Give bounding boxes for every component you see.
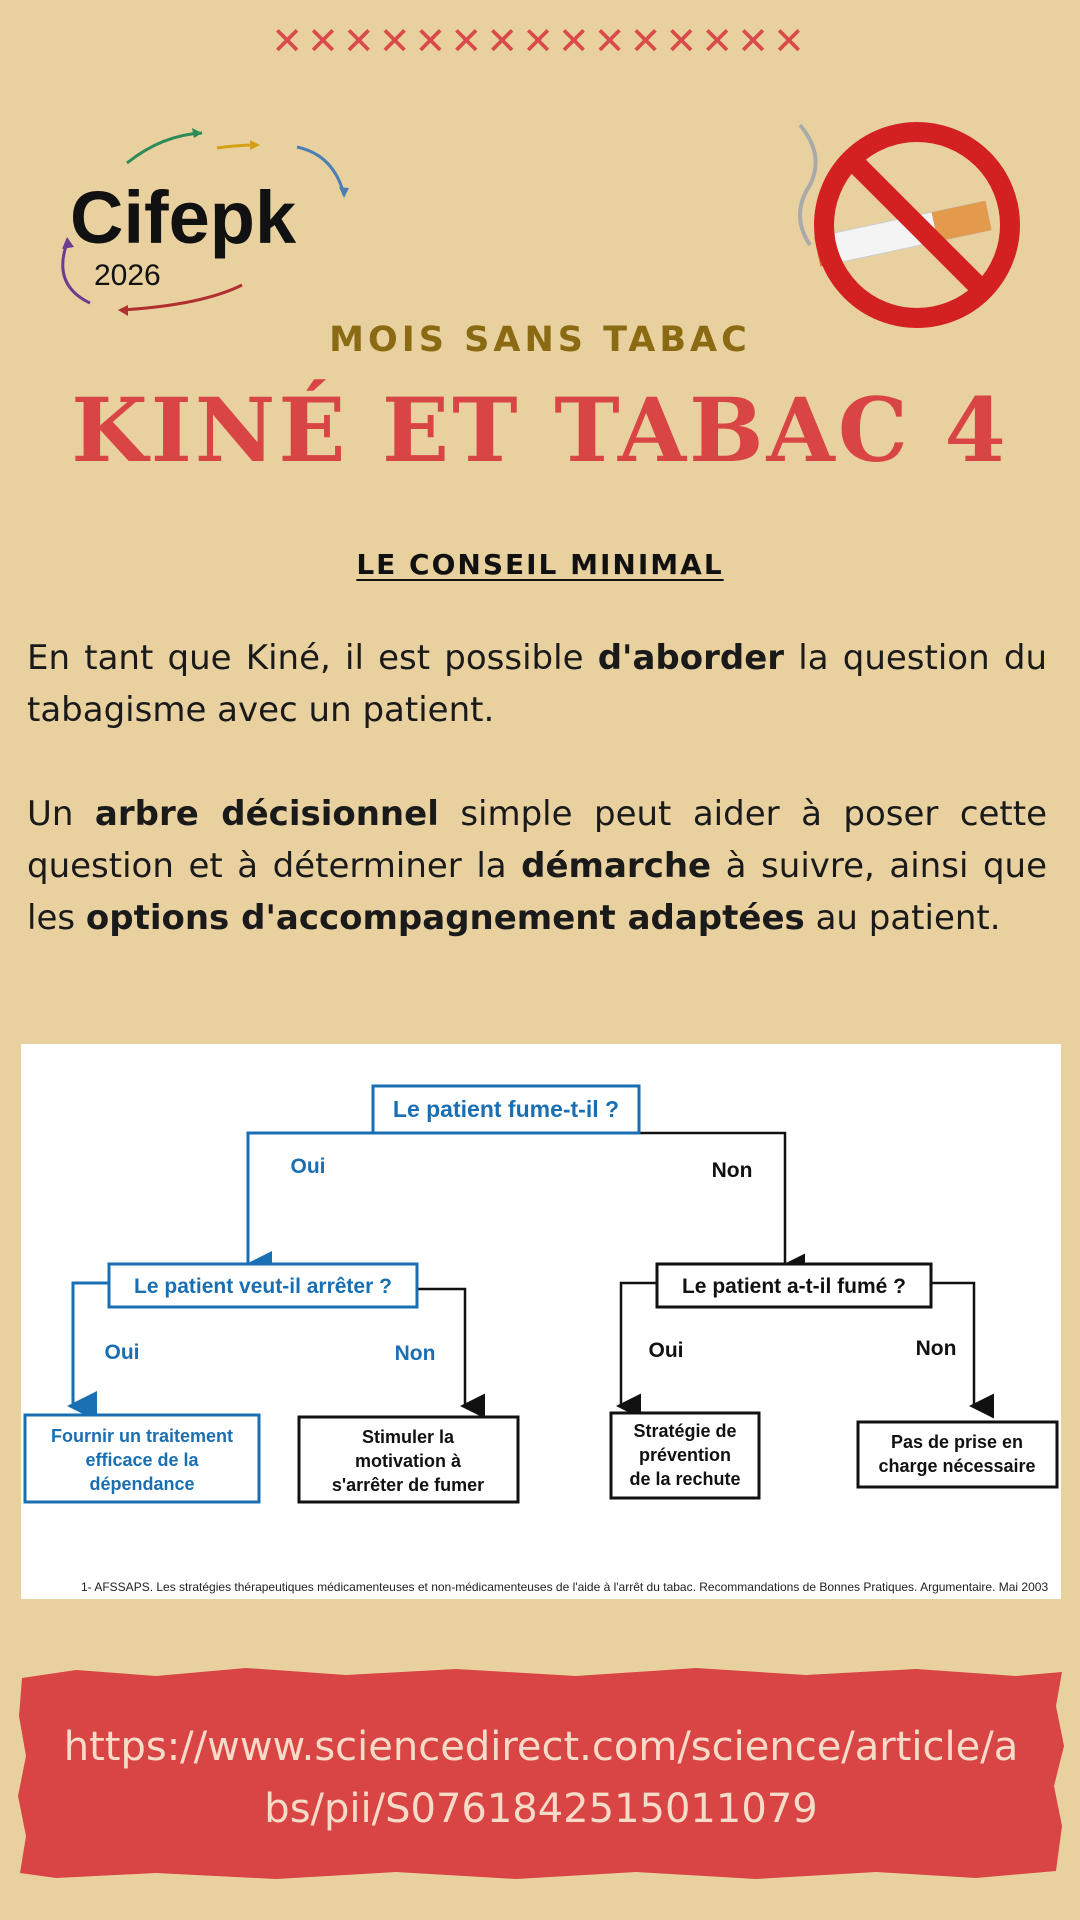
tree-leaf-relapse-line1: Stratégie de <box>633 1421 737 1441</box>
tree-root-no-label: Non <box>711 1159 753 1182</box>
tree-left-yes-label: Oui <box>104 1341 140 1364</box>
decision-paragraph <box>27 788 1047 944</box>
tree-root-question: Le patient fume-t-il ? <box>392 1096 620 1122</box>
decision-bold-1: arbre décisionnel <box>94 794 439 834</box>
intro-text-2: la question du tabagisme avec un patient. <box>27 638 1047 730</box>
no-smoking-icon <box>780 115 1030 335</box>
tree-leaf-treatment-line1: Fournir un traitement <box>50 1426 234 1446</box>
tree-footnote: 1- AFSSAPS. Les stratégies thérapeutiques médicamenteuses et non-médicamenteuses de l'aide à l'arrêt du tabac. Recommandations de Bonnes Pratiques. Argumentaire. Mai 2003 <box>81 1580 1049 1594</box>
tree-leaf-treatment-line3: dépendance <box>89 1474 195 1494</box>
logo-year: 2026 <box>94 259 161 292</box>
subtitle: MOIS SANS TABAC <box>329 320 751 360</box>
logo-name: Cifepk <box>70 176 297 259</box>
decision-text-3: à suivre, ainsi que les <box>27 846 1047 938</box>
cifepk-logo <box>52 125 372 325</box>
tree-leaf-no-care-line1: Pas de prise en <box>890 1432 1024 1452</box>
tree-leaf-no-care-line2: charge nécessaire <box>878 1456 1036 1476</box>
decision-tree <box>21 1044 1061 1599</box>
intro-bold: d'aborder <box>597 638 785 678</box>
decision-text-2: simple peut aider à poser cette question et à déterminer la <box>27 794 1048 886</box>
source-url-link[interactable]: https://www.sciencedirect.com/science/article/abs/pii/S0761842515011079 <box>63 1724 1019 1832</box>
tree-right-no-label: Non <box>915 1337 957 1360</box>
intro-paragraph <box>27 632 1047 736</box>
url-banner <box>16 1666 1066 1881</box>
decision-text-1: Un <box>27 794 95 834</box>
page-title: KINÉ ET TABAC 4 <box>71 378 1009 482</box>
intro-text-1: En tant que Kiné, il est possible <box>27 638 598 678</box>
decision-tree-panel <box>21 1044 1061 1599</box>
tree-leaf-motivation-line3: s'arrêter de fumer <box>331 1475 485 1495</box>
tree-leaf-motivation-line1: Stimuler la <box>361 1427 455 1447</box>
tree-left-no-label: Non <box>394 1342 436 1365</box>
decision-bold-2: démarche <box>521 846 712 886</box>
section-heading: LE CONSEIL MINIMAL <box>356 548 724 581</box>
tree-leaf-relapse-line2: prévention <box>638 1445 732 1465</box>
decorative-x-row: ✕✕✕✕✕✕✕✕✕✕✕✕✕✕✕ <box>271 19 809 63</box>
tree-leaf-relapse-line3: de la rechute <box>629 1469 741 1489</box>
tree-right-yes-label: Oui <box>648 1339 684 1362</box>
tree-right-question: Le patient a-t-il fumé ? <box>681 1275 907 1298</box>
tree-left-question: Le patient veut-il arrêter ? <box>134 1275 392 1298</box>
tree-leaf-treatment-line2: efficace de la <box>85 1450 199 1470</box>
decision-bold-3: options d'accompagnement adaptées <box>85 898 805 938</box>
decision-text-4: au patient. <box>804 898 1001 938</box>
tree-root-yes-label: Oui <box>290 1155 326 1178</box>
tree-leaf-motivation-line2: motivation à <box>354 1451 462 1471</box>
